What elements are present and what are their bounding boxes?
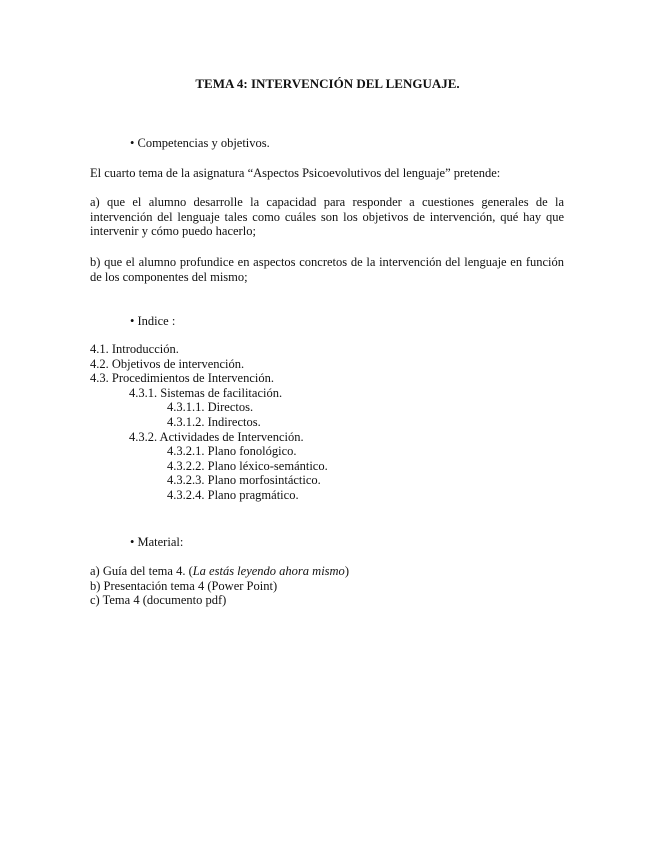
index-item: 4.3.2.4. Plano pragmático. — [167, 487, 299, 502]
competencias-item-b: b) que el alumno profundice en aspectos concretos de la intervención del lenguaje en función de los componentes del mismo; — [90, 255, 564, 284]
competencias-heading: • Competencias y objetivos. — [130, 136, 270, 150]
index-item: 4.3.2.2. Plano léxico-semántico. — [167, 458, 328, 473]
material-item-a-italic: La estás leyendo ahora mismo — [192, 564, 345, 578]
material-item-a — [90, 564, 564, 579]
index-item: 4.3.2.1. Plano fonológico. — [167, 444, 297, 459]
material-heading: • Material: — [130, 535, 184, 549]
index-item: 4.3.2. Actividades de Intervención. — [129, 429, 304, 444]
material-list — [90, 564, 564, 608]
indice-list — [90, 342, 564, 503]
competencias-item-a: a) que el alumno desarrolle la capacidad para responder a cuestiones generales de la intervención del lenguaje tales como cuáles son los objetivos de intervención, qué hay que intervenir y cómo puedo hacerlo; — [90, 195, 564, 239]
material-item-c: c) Tema 4 (documento pdf) — [90, 593, 227, 608]
index-item: 4.3.1.2. Indirectos. — [167, 414, 261, 429]
material-item-a-suffix: ) — [344, 564, 349, 578]
material-item-b: b) Presentación tema 4 (Power Point) — [90, 578, 278, 593]
competencias-intro: El cuarto tema de la asignatura “Aspectos Psicoevolutivos del lenguaje” pretende: — [90, 166, 501, 180]
material-item-a-prefix: a) Guía del tema 4. ( — [90, 564, 193, 578]
index-item: 4.3. Procedimientos de Intervención. — [90, 371, 274, 386]
index-item: 4.3.1. Sistemas de facilitación. — [129, 385, 283, 400]
index-item: 4.3.1.1. Directos. — [167, 400, 254, 415]
index-item: 4.2. Objetivos de intervención. — [90, 356, 245, 371]
index-item: 4.3.2.3. Plano morfosintáctico. — [167, 473, 321, 488]
page-title: TEMA 4: INTERVENCIÓN DEL LENGUAJE. — [195, 76, 460, 91]
indice-heading: • Indice : — [130, 314, 176, 328]
index-item: 4.1. Introducción. — [90, 342, 179, 356]
